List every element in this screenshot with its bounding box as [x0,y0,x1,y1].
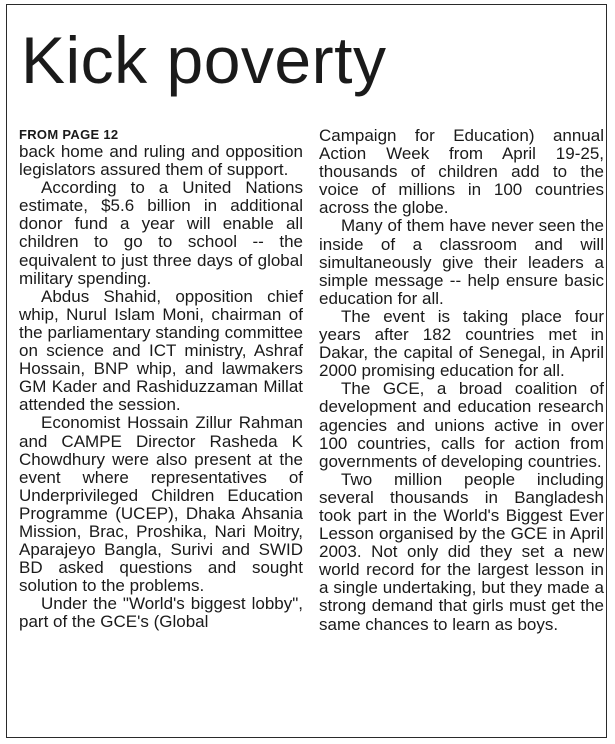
paragraph: Many of them have never seen the inside of a classroom and will simultaneously give their leaders a simple message -- help ensure basic education for all. [319,216,604,308]
paragraph: Two million people including several thousands in Bangladesh took part in the World's Biggest Ever Lesson organised by the GCE in April 2003. Not only did they set a new world record for the largest lesson in a single undertaking, but they made a strong demand that girls must get the same chances to learn as boys. [319,469,604,634]
paragraph: The GCE, a broad coalition of development and education research agencies and unions active in over 100 countries, calls for action from governments of developing countries. [319,379,604,471]
right-column [319,127,604,634]
paragraph: According to a United Nations estimate, $5.6 billion in additional donor fund a year will enable all children to go to school -- the equivalent to just three days of global military spending. [19,178,303,288]
paragraph: Economist Hossain Zillur Rahman and CAMPE Director Rasheda K Chowdhury were also present at the event where representatives of Underprivileged Children Education Programme (UCEP), Dhaka Ahsania Mission, Brac, Proshika, Nari Moitry, Aparajeyo Bangla, Surivi and SWID BD asked questions and sought solution to the problems. [19,413,303,596]
jump-line: FROM PAGE 12 [19,127,119,142]
paragraph: Abdus Shahid, opposition chief whip, Nurul Islam Moni, chairman of the parliamentary standing committee on science and ICT ministry, Ashraf Hossain, BNP whip, and lawmakers GM Kader and Rashiduzzaman Millat attended the session. [19,286,303,415]
paragraph: Under the "World's biggest lobby", part of the GCE's (Global [19,594,303,632]
headline: Kick poverty [21,23,387,97]
paragraph: The event is taking place four years after 182 countries met in Dakar, the capital of Senegal, in April 2000 promising education for all. [319,306,604,381]
article-frame [6,4,607,738]
paragraph: Campaign for Education) annual Action Week from April 19-25, thousands of children add to the voice of millions in 100 countries across the globe. [319,126,604,218]
left-column [19,127,303,632]
paragraph: back home and ruling and opposition legislators assured them of support. [19,142,303,180]
